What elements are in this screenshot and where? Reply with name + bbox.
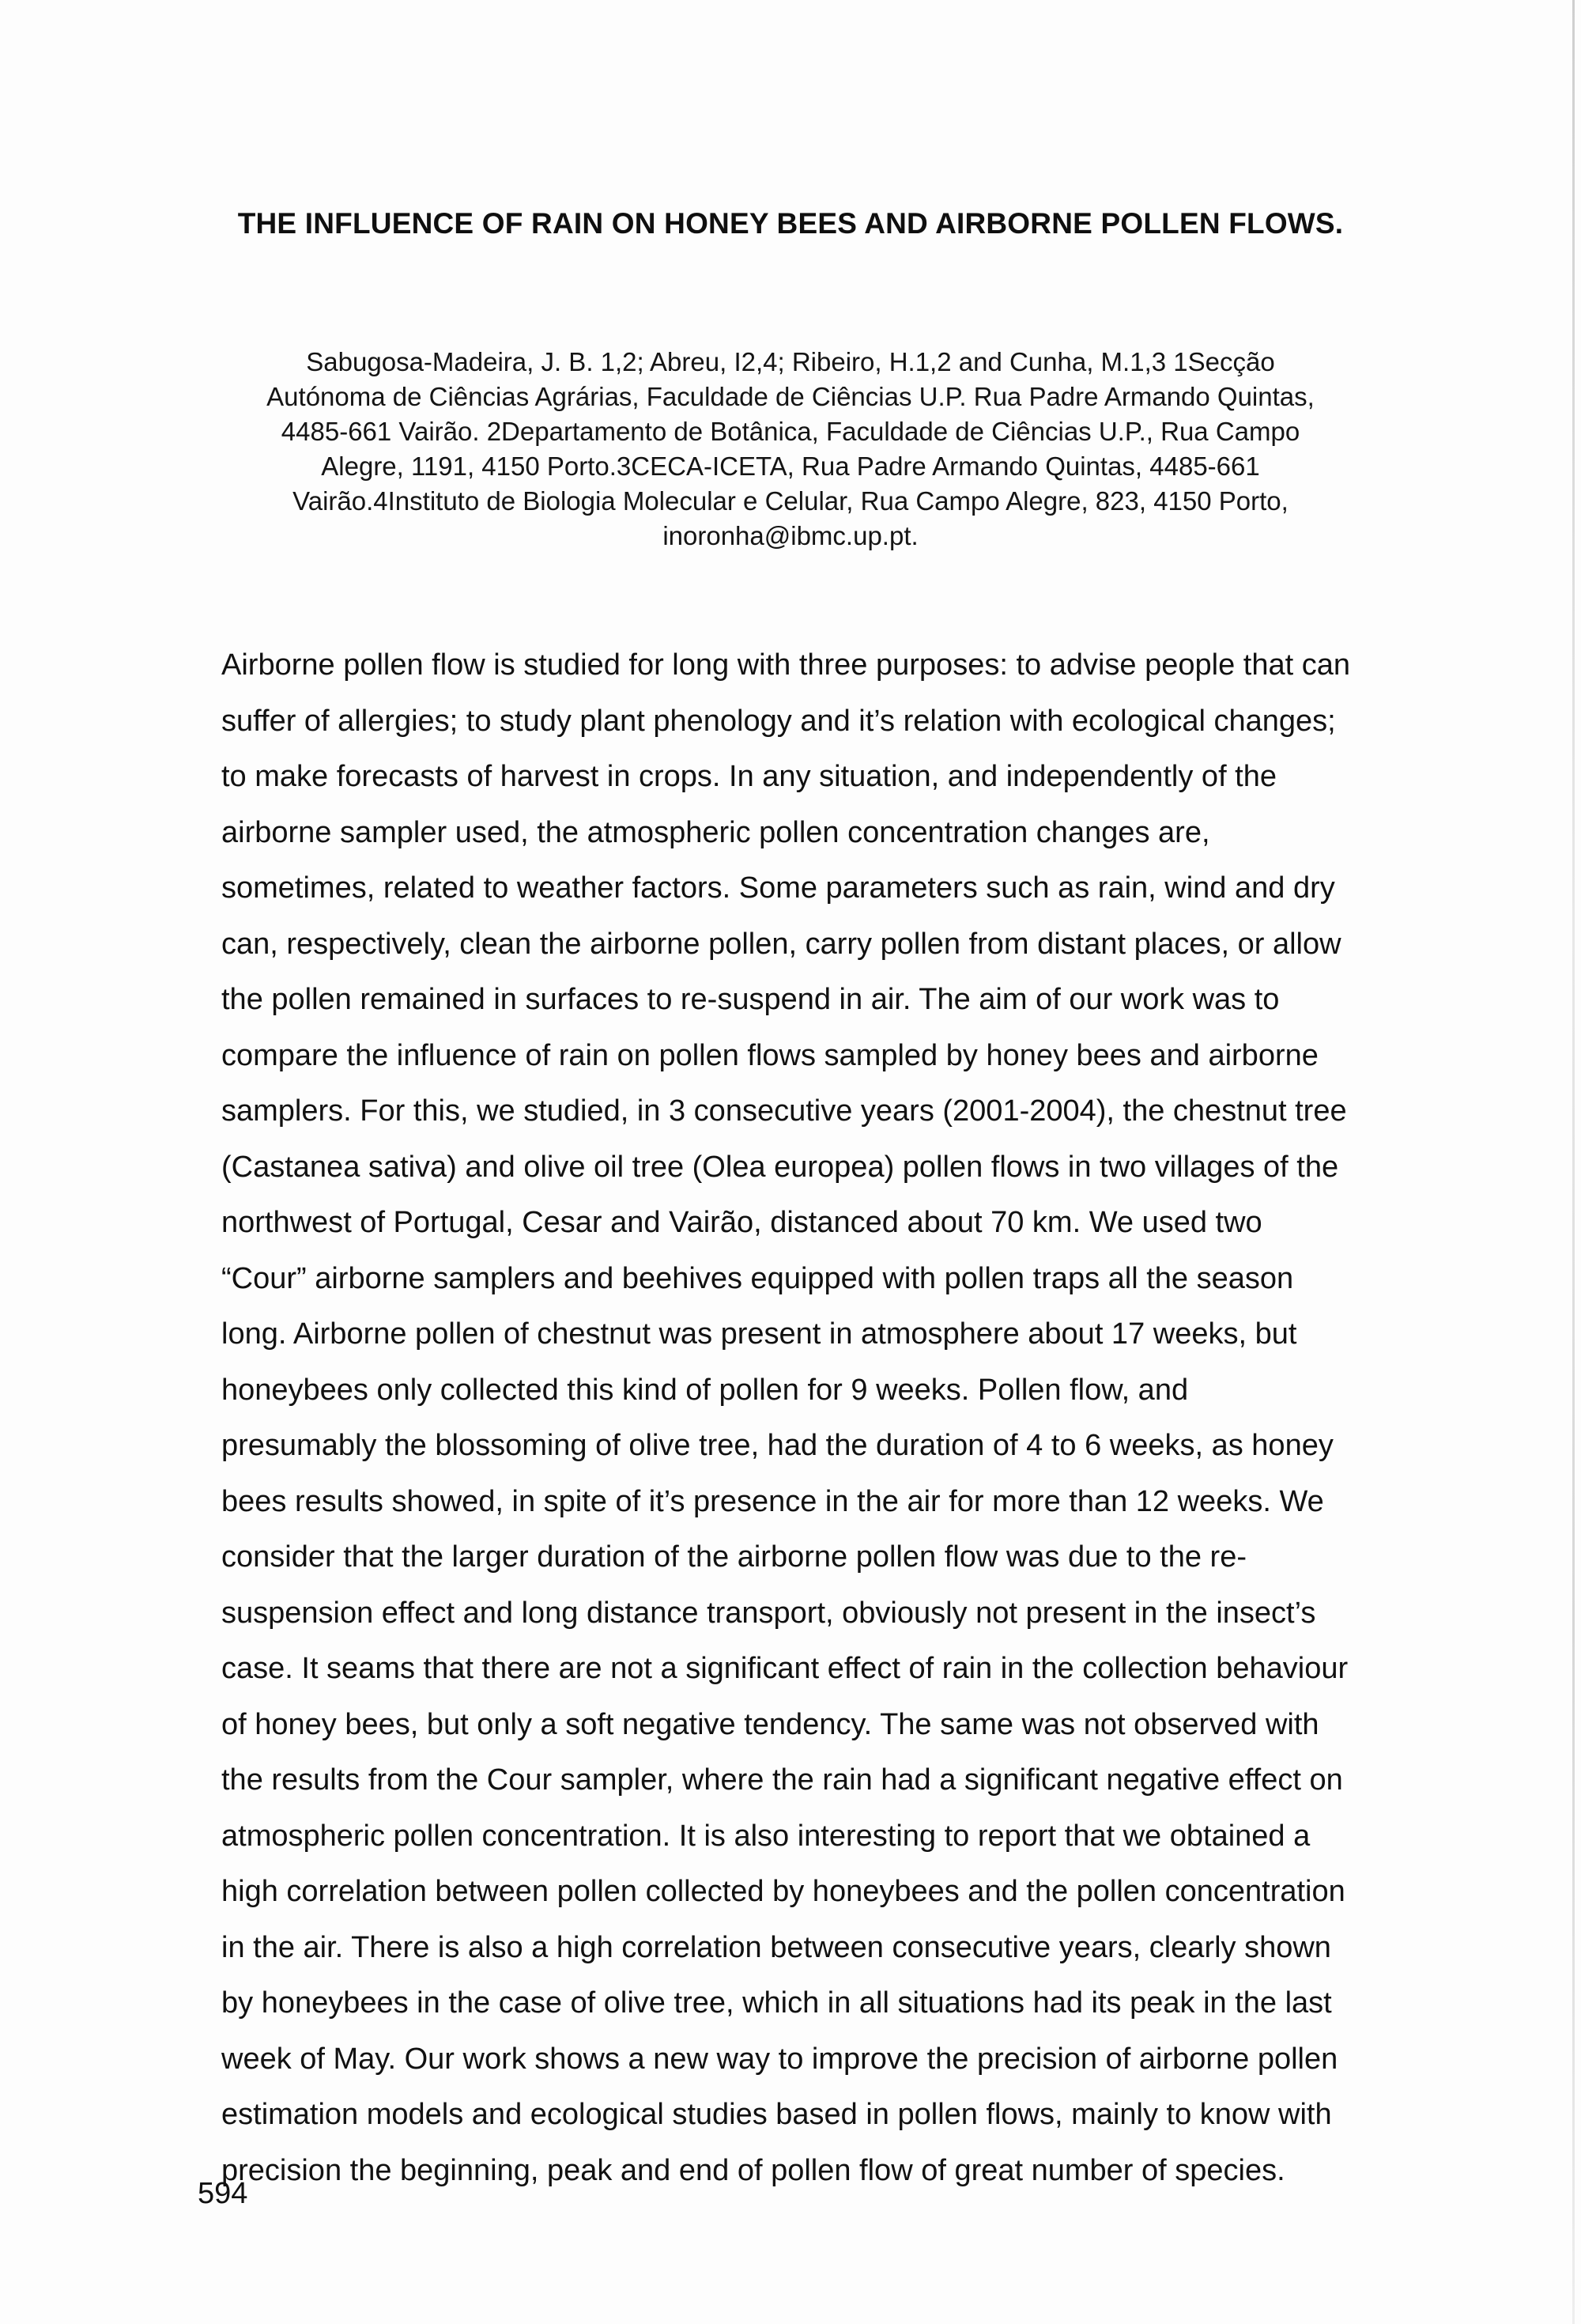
author-line: 4485-661 Vairão. 2Departamento de Botânica, Faculdade de Ciências U.P., Rua Campo [281, 417, 1300, 446]
abstract-line: estimation models and ecological studies based in pollen flows, mainly to know with [221, 2098, 1332, 2131]
abstract-line: (Castanea sativa) and olive oil tree (Olea europea) pollen flows in two villages of the [221, 1150, 1339, 1184]
abstract-line: consider that the larger duration of the airborne pollen flow was due to the re- [221, 1540, 1247, 1574]
abstract-line: in the air. There is also a high correlation between consecutive years, clearly shown [221, 1930, 1331, 1964]
author-line: Alegre, 1191, 4150 Porto.3CECA-ICETA, Rua Padre Armando Quintas, 4485-661 [321, 452, 1260, 481]
abstract-line: sometimes, related to weather factors. Some parameters such as rain, wind and dry [221, 871, 1335, 905]
abstract-line: bees results showed, in spite of it’s presence in the air for more than 12 weeks. We [221, 1484, 1324, 1518]
author-line: Vairão.4Instituto de Biologia Molecular e Celular, Rua Campo Alegre, 823, 4150 Porto, [292, 486, 1289, 516]
abstract-line: week of May. Our work shows a new way to improve the precision of airborne pollen [221, 2042, 1338, 2076]
abstract-line: long. Airborne pollen of chestnut was present in atmosphere about 17 weeks, but [221, 1317, 1297, 1351]
abstract-body [221, 637, 1462, 2198]
abstract-line: suspension effect and long distance transport, obviously not present in the insect’s [221, 1596, 1316, 1630]
abstract-line: by honeybees in the case of olive tree, which in all situations had its peak in the last [221, 1986, 1332, 2020]
abstract-line: airborne sampler used, the atmospheric pollen concentration changes are, [221, 815, 1210, 849]
abstract-line: case. It seams that there are not a significant effect of rain in the collection behaviour [221, 1652, 1349, 1685]
abstract-line: to make forecasts of harvest in crops. In any situation, and independently of the [221, 760, 1277, 793]
author-email-line: inoronha@ibmc.up.pt. [662, 521, 919, 550]
abstract-line: of honey bees, but only a soft negative tendency. The same was not observed with [221, 1707, 1319, 1741]
author-affiliations [182, 345, 1399, 554]
abstract-line: compare the influence of rain on pollen flows sampled by honey bees and airborne [221, 1038, 1319, 1072]
paper-title: THE INFLUENCE OF RAIN ON HONEY BEES AND AIRBORNE POLLEN FLOWS. [237, 207, 1344, 240]
abstract-line: high correlation between pollen collected by honeybees and the pollen concentration [221, 1875, 1345, 1908]
abstract-line: precision the beginning, peak and end of pollen flow of great number of species. [221, 2153, 1285, 2187]
author-line: Autónoma de Ciências Agrárias, Faculdade de Ciências U.P. Rua Padre Armando Quintas, [266, 382, 1315, 411]
abstract-line: can, respectively, clean the airborne pollen, carry pollen from distant places, or allow [221, 927, 1341, 961]
scan-edge-shadow [1572, 0, 1575, 2324]
abstract-line: the results from the Cour sampler, where the rain had a significant negative effect on [221, 1763, 1343, 1797]
abstract-line: presumably the blossoming of olive tree, had the duration of 4 to 6 weeks, as honey [221, 1429, 1334, 1462]
author-line: Sabugosa-Madeira, J. B. 1,2; Abreu, I2,4; Ribeiro, H.1,2 and Cunha, M.1,3 1Secção [306, 347, 1275, 376]
abstract-line: “Cour” airborne samplers and beehives equipped with pollen traps all the season [221, 1261, 1294, 1295]
abstract-line: atmospheric pollen concentration. It is also interesting to report that we obtained a [221, 1819, 1311, 1853]
abstract-line: samplers. For this, we studied, in 3 consecutive years (2001-2004), the chestnut tree [221, 1094, 1347, 1128]
abstract-line: the pollen remained in surfaces to re-suspend in air. The aim of our work was to [221, 983, 1280, 1016]
abstract-line: suffer of allergies; to study plant phenology and it’s relation with ecological changes; [221, 704, 1336, 738]
abstract-line: Airborne pollen flow is studied for long with three purposes: to advise people that can [221, 648, 1350, 682]
page-number: 594 [198, 2177, 248, 2210]
abstract-line: northwest of Portugal, Cesar and Vairão, distanced about 70 km. We used two [221, 1206, 1262, 1239]
abstract-line: honeybees only collected this kind of pollen for 9 weeks. Pollen flow, and [221, 1373, 1189, 1407]
